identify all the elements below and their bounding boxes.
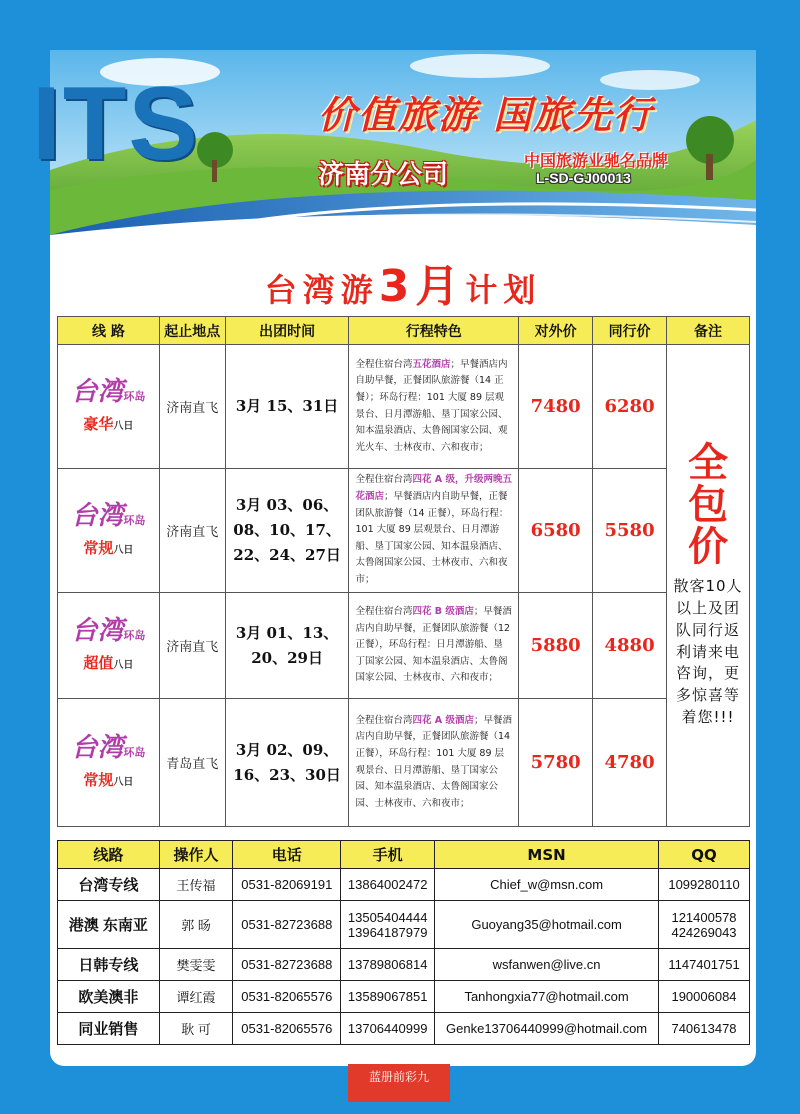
- route-tag: 环岛: [123, 390, 146, 404]
- its-logo: ITS: [32, 66, 200, 182]
- contacts-header-msn: MSN: [435, 841, 659, 869]
- contact-row: [58, 901, 750, 949]
- header-trade-price: 同行价: [593, 317, 667, 345]
- contact-mobile: 13789806814: [341, 949, 435, 981]
- tour-schedule-table: [57, 316, 750, 827]
- header-features: 行程特色: [349, 317, 519, 345]
- features-cell: [349, 593, 519, 699]
- contacts-header-phone: 电话: [233, 841, 341, 869]
- route-name: 台湾: [71, 616, 124, 647]
- contact-route: 港澳 东南亚: [58, 901, 160, 949]
- route-days: 八日: [113, 420, 134, 432]
- contact-phone: 0531-82723688: [233, 949, 341, 981]
- contact-route: 台湾专线: [58, 869, 160, 901]
- features-text: 全程住宿台湾: [355, 474, 413, 486]
- public-price: 7480: [519, 345, 593, 469]
- contact-operator: 王传福: [159, 869, 233, 901]
- tour-row: [58, 469, 750, 593]
- public-price: 6580: [519, 469, 593, 593]
- header-departure: 出团时间: [225, 317, 349, 345]
- contacts-header-row: [58, 841, 750, 869]
- header-notes: 备注: [667, 317, 750, 345]
- features-text: 全程住宿台湾: [355, 605, 413, 617]
- contact-mobile: 13864002472: [341, 869, 435, 901]
- contact-msn: Guoyang35@hotmail.com: [435, 901, 659, 949]
- contact-phone: 0531-82723688: [233, 901, 341, 949]
- contact-route: 同业销售: [58, 1013, 160, 1045]
- contacts-header-mobile: 手机: [341, 841, 435, 869]
- note-text: 散客10人以上及团队同行返利请来电咨询，更多惊喜等着您!!!: [673, 577, 743, 726]
- notes-cell: [667, 345, 750, 827]
- contact-qq: 740613478: [659, 1013, 750, 1045]
- contact-msn: Chief_w@msn.com: [435, 869, 659, 901]
- contact-mobile-2: 13964187979: [347, 924, 428, 940]
- contact-qq: 190006084: [659, 981, 750, 1013]
- dates-cell: 3月 01、13、20、29日: [225, 593, 349, 699]
- origin-cell: 济南直飞: [159, 593, 225, 699]
- trade-price: 4880: [593, 593, 667, 699]
- page-title: [50, 250, 756, 314]
- tour-row: [58, 699, 750, 827]
- contact-route: 日韩专线: [58, 949, 160, 981]
- contact-route: 欧美澳非: [58, 981, 160, 1013]
- header-public-price: 对外价: [519, 317, 593, 345]
- contact-qq: [659, 901, 750, 949]
- all-inclusive-label: [667, 440, 749, 571]
- route-days: 八日: [113, 544, 134, 556]
- dates-cell: 3月 03、06、08、10、17、22、24、27日: [225, 469, 349, 593]
- contact-mobile-1: 13505404444: [347, 909, 428, 925]
- slogan: 价值旅游 国旅先行: [318, 92, 654, 137]
- contact-msn: wsfanwen@live.cn: [435, 949, 659, 981]
- title-part2: 计划: [465, 271, 542, 309]
- route-name: 台湾: [71, 501, 124, 532]
- contact-qq-1: 121400578: [671, 909, 737, 925]
- trade-price: 4780: [593, 699, 667, 827]
- header-origin: 起止地点: [159, 317, 225, 345]
- contact-qq-2: 424269043: [671, 924, 737, 940]
- features-text: 全程住宿台湾: [355, 714, 413, 726]
- contact-operator: 谭红霞: [159, 981, 233, 1013]
- public-price: 5780: [519, 699, 593, 827]
- contact-mobile: 13706440999: [341, 1013, 435, 1045]
- contacts-header-route: 线路: [58, 841, 160, 869]
- hotel-highlight: 五花酒店: [412, 358, 451, 370]
- contact-operator: 郭 旸: [159, 901, 233, 949]
- route-grade: 豪华: [83, 414, 114, 433]
- route-name: 台湾: [71, 733, 124, 764]
- hotel-highlight: 四花 A 级，升级两晚五花酒店: [355, 474, 512, 502]
- features-cell: [349, 699, 519, 827]
- route-tag: 环岛: [123, 629, 146, 643]
- features-text: 全程住宿台湾: [355, 358, 413, 370]
- features-text: ；早餐酒店内自助早餐，正餐团队旅游餐（12 正餐），环岛行程：日月潭游船、垦丁国家公园、知本温泉酒店、太鲁阁国家公园、士林夜市、六和夜市；: [355, 605, 512, 684]
- header-banner: [32, 50, 756, 235]
- route-grade: 常规: [83, 538, 114, 557]
- contact-phone: 0531-82069191: [233, 869, 341, 901]
- route-name: 台湾: [71, 377, 124, 408]
- contact-qq: 1147401751: [659, 949, 750, 981]
- contact-operator: 耿 可: [159, 1013, 233, 1045]
- brand-tagline: 中国旅游业驰名品牌: [524, 151, 669, 170]
- dates-cell: 3月 02、09、16、23、30日: [225, 699, 349, 827]
- hotel-highlight: 四花 A 级酒店: [412, 714, 474, 726]
- route-days: 八日: [113, 659, 134, 671]
- origin-cell: 济南直飞: [159, 469, 225, 593]
- license-number: L-SD-GJ00013: [536, 170, 631, 186]
- contact-operator: 樊雯雯: [159, 949, 233, 981]
- trade-price: 6280: [593, 345, 667, 469]
- contacts-table: [57, 840, 750, 1045]
- contact-msn: Tanhongxia77@hotmail.com: [435, 981, 659, 1013]
- tour-header-row: [58, 317, 750, 345]
- route-tag: 环岛: [123, 514, 146, 528]
- contact-row: [58, 949, 750, 981]
- contact-phone: 0531-82065576: [233, 1013, 341, 1045]
- route-cell: [58, 345, 160, 469]
- contact-row: [58, 1013, 750, 1045]
- features-cell: [349, 345, 519, 469]
- route-days: 八日: [113, 776, 134, 788]
- dates-cell: 3月 15、31日: [225, 345, 349, 469]
- contact-msn: Genke13706440999@hotmail.com: [435, 1013, 659, 1045]
- origin-cell: 青岛直飞: [159, 699, 225, 827]
- title-month: 3月: [378, 261, 466, 312]
- route-cell: [58, 593, 160, 699]
- features-text: ；早餐酒店内自助早餐，正餐团队旅游餐（14 正餐），环岛行程：101 大厦 89 层观景台、日月潭游船、垦丁国家公园、知本温泉酒店、太鲁阁国家公园、士林夜市、六和夜市；: [355, 714, 512, 809]
- note-headline: 全包价: [688, 440, 729, 571]
- route-tag: 环岛: [123, 746, 146, 760]
- contact-qq: 1099280110: [659, 869, 750, 901]
- features-text: ；早餐酒店内自助早餐，正餐团队旅游餐（14 正餐），环岛行程：101 大厦 89 层观景台、日月潭游船、垦丁国家公园、知本温泉酒店、太鲁阁国家公园、士林夜市、六和夜市；: [355, 490, 509, 586]
- tour-row: [58, 345, 750, 469]
- flyer-sheet: [32, 50, 756, 1066]
- contact-mobile: 13589067851: [341, 981, 435, 1013]
- public-price: 5880: [519, 593, 593, 699]
- route-grade: 常规: [83, 770, 114, 789]
- contact-mobile: [341, 901, 435, 949]
- contact-row: [58, 981, 750, 1013]
- contact-phone: 0531-82065576: [233, 981, 341, 1013]
- branch-name: 济南分公司: [318, 160, 449, 190]
- contact-row: [58, 869, 750, 901]
- contacts-header-qq: QQ: [659, 841, 750, 869]
- origin-cell: 济南直飞: [159, 345, 225, 469]
- trade-price: 5580: [593, 469, 667, 593]
- header-route: 线 路: [58, 317, 160, 345]
- features-cell: [349, 469, 519, 593]
- route-cell: [58, 469, 160, 593]
- route-cell: [58, 699, 160, 827]
- contacts-header-operator: 操作人: [159, 841, 233, 869]
- features-text: ；早餐酒店内自助早餐，正餐团队旅游餐（14 正餐）；环岛行程：101 大厦 89 层观景台、日月潭游船、垦丁国家公园、知本温泉酒店、太鲁阁国家公园、观光火车、士林夜市、六和夜市；: [355, 358, 508, 453]
- title-part1: 台湾游: [264, 271, 379, 309]
- hotel-highlight: 四花 B 级酒店: [412, 605, 474, 617]
- tour-row: [58, 593, 750, 699]
- route-grade: 超值: [83, 653, 114, 672]
- page-footer-label: 蓝册前彩九: [348, 1064, 450, 1102]
